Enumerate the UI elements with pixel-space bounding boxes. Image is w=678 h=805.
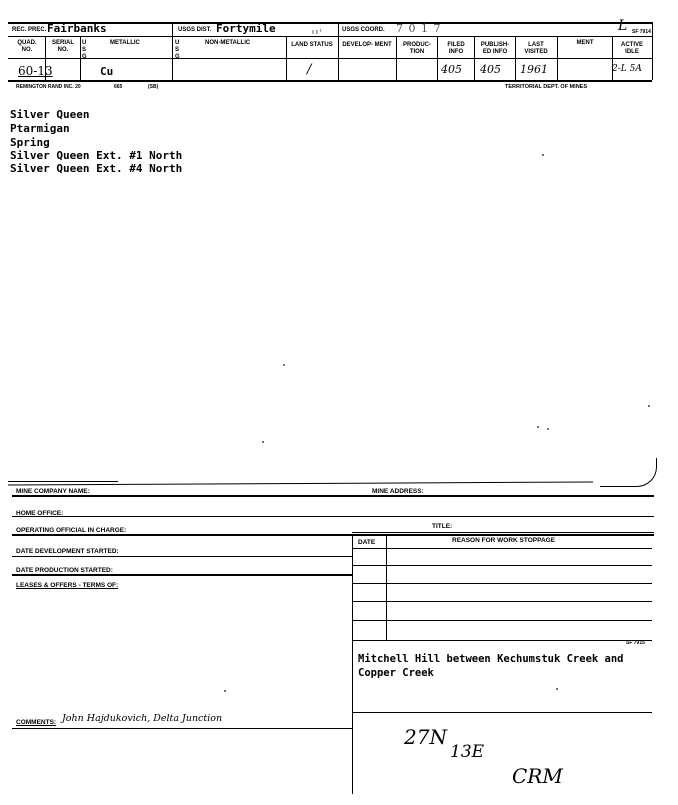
township: 27N xyxy=(404,725,447,749)
rec-prec-value: Fairbanks xyxy=(47,22,107,35)
row-active-idle: 2-L 5A xyxy=(612,64,642,74)
location-text-line-1: Mitchell Hill between Kechumstuk Creek and xyxy=(358,653,624,665)
comments-value: John Hajdukovich, Delta Junction xyxy=(62,713,223,724)
home-office-label: HOME OFFICE: xyxy=(16,510,64,517)
col-filed-info: FILED INFO xyxy=(447,42,465,55)
comments-label: COMMENTS: xyxy=(16,719,57,726)
footer-code1: 665 xyxy=(114,84,123,90)
usgs-coord-value: 7 0 1 7 xyxy=(396,22,442,35)
col-published-info: PUBLISH- ED INFO xyxy=(480,42,510,55)
row-published-info: 405 xyxy=(480,63,501,76)
col-production: PRODUC- TION xyxy=(403,42,431,55)
title-label: TITLE: xyxy=(432,523,453,530)
date-development-started-label: DATE DEVELOPMENT STARTED: xyxy=(16,548,119,555)
mine-company-name-label: MINE COMPANY NAME: xyxy=(16,488,90,495)
usgs-dist-label: USGS DIST. xyxy=(178,27,212,33)
meridian: CRM xyxy=(512,764,563,788)
leases-offers-label: LEASES & OFFERS - TERMS OF: xyxy=(16,582,119,589)
mine-address-label: MINE ADDRESS: xyxy=(372,488,424,495)
row-metallic: Cu xyxy=(100,65,114,78)
col-last-visited: LAST VISITED xyxy=(524,42,548,55)
col-development: DEVELOP- MENT xyxy=(342,42,392,48)
usgs-dist-value: Fortymile xyxy=(216,22,276,35)
operating-official-label: OPERATING OFFICIAL IN CHARGE: xyxy=(16,527,127,534)
col-serial-no: SERIAL NO. xyxy=(51,40,74,53)
reason-col-header: REASON FOR WORK STOPPAGE xyxy=(452,537,556,544)
footer-right: TERRITORIAL DEPT. OF MINES xyxy=(505,84,587,90)
usgs-coord-label: USGS COORD. xyxy=(342,27,385,33)
footer-code2: (SB) xyxy=(148,84,159,90)
col-metallic-prefix: U S G xyxy=(82,40,87,60)
col-land-status: LAND STATUS xyxy=(291,42,333,48)
mine-name-1: Silver Queen xyxy=(10,108,90,121)
form-number-2: SF 7915 xyxy=(626,640,645,646)
footer-left: REMINGTON RAND INC. 20 xyxy=(16,84,81,90)
location-text-line-2: Copper Creek xyxy=(358,667,434,679)
col-metallic: METALLIC xyxy=(110,40,140,46)
row-land-status: / xyxy=(307,62,312,77)
col-nonmetallic-prefix: U S G xyxy=(175,40,180,60)
form-number: SF 7914 xyxy=(632,29,651,35)
mine-name-5: Silver Queen Ext. #4 North xyxy=(10,162,183,175)
scan-curl xyxy=(600,458,657,487)
corner-mark: L xyxy=(618,18,628,34)
range: 13E xyxy=(450,742,485,762)
date-production-started-label: DATE PRODUCTION STARTED: xyxy=(16,567,113,574)
rec-prec-label: REC. PREC. xyxy=(12,27,47,33)
row-last-visited: 1961 xyxy=(520,63,548,76)
col-nonmetallic: NON-METALLIC xyxy=(205,40,251,46)
col-ment: MENT xyxy=(576,40,594,46)
col-active-idle: ACTIVE IDLE xyxy=(620,42,643,55)
tick-marks: ı ı ⁾ xyxy=(312,29,322,36)
mine-name-3: Spring xyxy=(10,136,50,149)
date-col-header: DATE xyxy=(358,539,376,546)
row-filed-info: 405 xyxy=(441,63,462,76)
mine-name-2: Ptarmigan xyxy=(10,122,70,135)
row-quad-serial: 60-13 xyxy=(18,64,53,78)
mine-name-4: Silver Queen Ext. #1 North xyxy=(10,149,183,162)
col-quad-no: QUAD. NO. xyxy=(17,40,37,53)
